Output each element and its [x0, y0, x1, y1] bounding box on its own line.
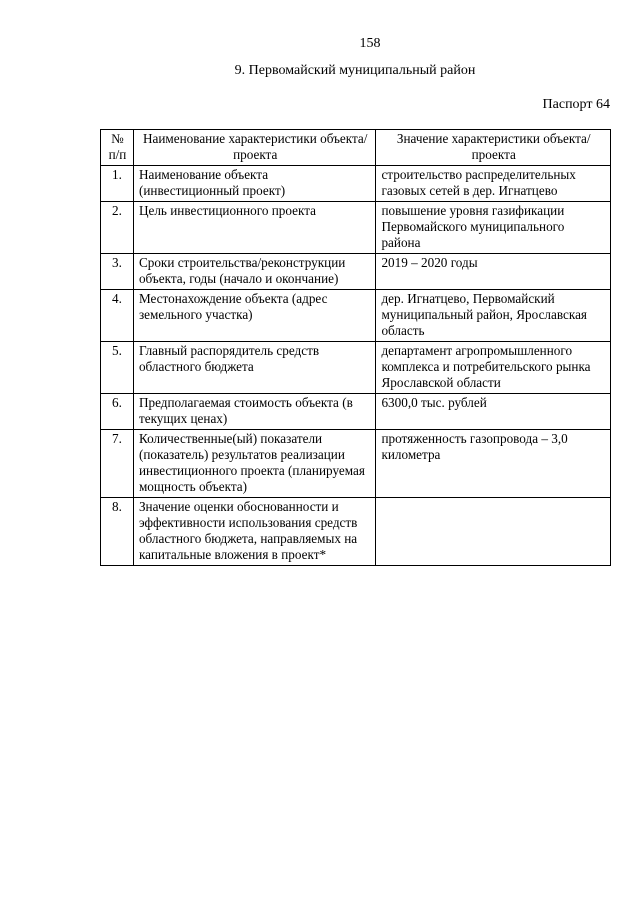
row-number: 8.: [101, 498, 134, 566]
page-number: 158: [359, 36, 381, 51]
row-characteristic-value: [376, 498, 611, 566]
row-characteristic-value: департамент агропромышленного комплекса и потребительского рынка Ярославской области: [376, 342, 611, 394]
table-row: [101, 498, 611, 566]
row-characteristic-value: дер. Игнатцево, Первомайский муниципальный район, Ярославская область: [376, 290, 611, 342]
row-characteristic-name: Главный распорядитель средств областного бюджета: [133, 342, 376, 394]
row-characteristic-value: протяженность газопровода – 3,0 километра: [376, 430, 611, 498]
row-characteristic-value: 2019 – 2020 годы: [376, 254, 611, 290]
section-title: 9. Первомайский муниципальный район: [234, 63, 476, 78]
row-characteristic-name: Местонахождение объекта (адрес земельного участка): [133, 290, 376, 342]
row-characteristic-value: строительство распределительных газовых сетей в дер. Игнатцево: [376, 166, 611, 202]
row-number: 5.: [101, 342, 134, 394]
table-row: [101, 394, 611, 430]
row-number: 1.: [101, 166, 134, 202]
row-characteristic-value: 6300,0 тыс. рублей: [376, 394, 611, 430]
header-characteristic-value: Значение характеристики объекта/проекта: [376, 130, 611, 166]
table-row: [101, 342, 611, 394]
row-number: 4.: [101, 290, 134, 342]
table-row: [101, 254, 611, 290]
passport-table: [100, 129, 611, 566]
table-row: [101, 290, 611, 342]
row-characteristic-name: Значение оценки обоснованности и эффективности использования средств областного бюджета, направляемых на капитальные вложения в проект*: [133, 498, 376, 566]
table-header-row: [101, 130, 611, 166]
row-characteristic-name: Сроки строительства/реконструкции объекта, годы (начало и окончание): [133, 254, 376, 290]
row-characteristic-name: Количественные(ый) показатели (показатель) результатов реализации инвестиционного проекта (планируемая мощность объекта): [133, 430, 376, 498]
row-characteristic-value: повышение уровня газификации Первомайского муниципального района: [376, 202, 611, 254]
header-characteristic-name: Наименование характеристики объекта/проекта: [133, 130, 376, 166]
row-number: 3.: [101, 254, 134, 290]
passport-label: Паспорт 64: [542, 97, 610, 112]
row-number: 2.: [101, 202, 134, 254]
row-characteristic-name: Цель инвестиционного проекта: [133, 202, 376, 254]
table-row: [101, 202, 611, 254]
row-characteristic-name: Наименование объекта (инвестиционный проект): [133, 166, 376, 202]
row-characteristic-name: Предполагаемая стоимость объекта (в текущих ценах): [133, 394, 376, 430]
row-number: 7.: [101, 430, 134, 498]
row-number: 6.: [101, 394, 134, 430]
table-row: [101, 430, 611, 498]
table-row: [101, 166, 611, 202]
header-number: № п/п: [101, 130, 134, 166]
